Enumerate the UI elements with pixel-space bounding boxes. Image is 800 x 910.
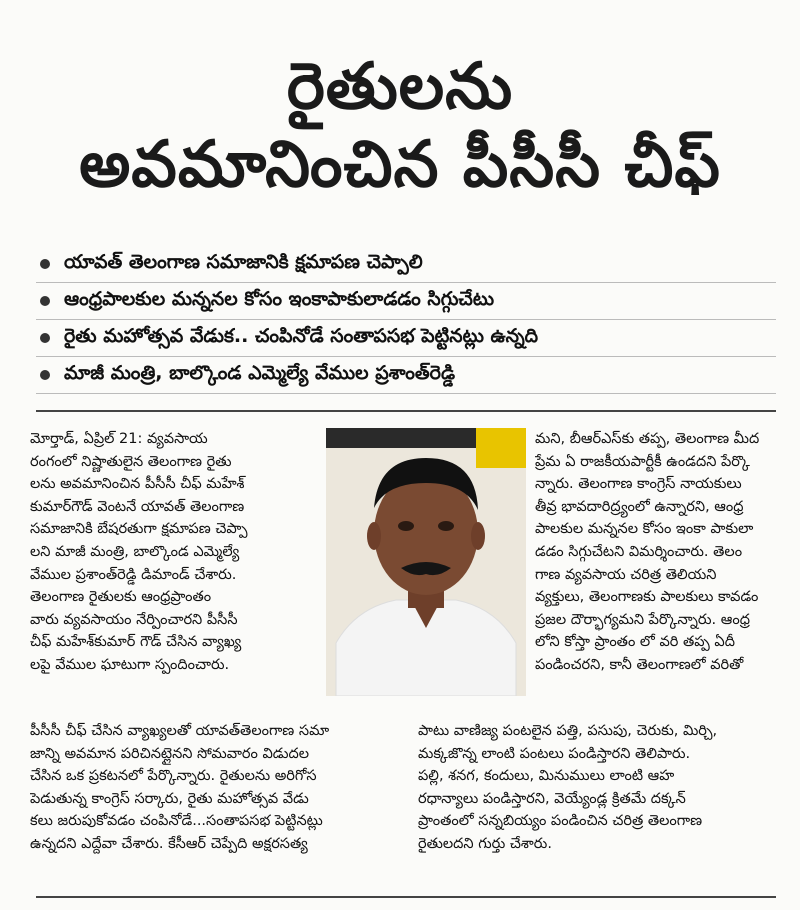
text-line: సమాజానికి బేషరతుగా క్షమాపణ చెప్పా — [30, 521, 248, 538]
text-line: ప్రాంతంలో సన్నబియ్యం పండించిన చరిత్ర తెలంగాణ — [418, 813, 703, 830]
text-line: ఉన్నదని ఎద్దేవా చేశారు. కేసీఆర్ చెప్పేది అక్షరసత్య — [30, 835, 308, 852]
article-body — [30, 428, 780, 888]
highlight-item: ఆంధ్రపాలకుల మన్ననల కోసం ఇంకాపాకులాడడం సిగ్గుచేటు — [36, 283, 776, 320]
text-line: పాలకుల మన్ననల కోసం ఇంకా పాకులా — [535, 521, 754, 538]
text-line: మని, బీఆర్ఎస్‌కు తప్ప, తెలంగాణ మీద — [535, 431, 760, 447]
headline-line-1: రైతులను — [286, 50, 514, 124]
article-column-left-top — [30, 428, 320, 677]
text-line: మక్కజొన్న లాంటి పంటలు పండిస్తారని తెలిపారు. — [418, 745, 691, 762]
portrait-photo — [326, 428, 526, 696]
text-line: చీఫ్ మహేశ్‌కుమార్ గౌడ్ చేసిన వ్యాఖ్య — [30, 634, 242, 651]
highlights-list — [36, 246, 776, 394]
text-line: వారు వ్యవసాయం నేర్పించారని పీసీసీ — [30, 611, 238, 628]
text-line: వేముల ప్రశాంత్‌రెడ్డి డిమాండ్ చేశారు. — [30, 566, 237, 583]
text-line: న్నారు. తెలంగాణ కాంగ్రెస్ నాయకులు — [535, 476, 742, 493]
text-line: పెడుతున్న కాంగ్రెస్ సర్కారు, రైతు మహోత్సవ వేడు — [30, 790, 309, 807]
text-line: తెలంగాణ రైతులకు ఆంధ్రప్రాంతం — [30, 589, 212, 606]
text-line: జాన్ని అవమాన పరిచినట్లైనని సోమవారం విడుదల — [30, 745, 310, 762]
text-line: మోర్తాడ్, ఏప్రిల్ 21: వ్యవసాయ — [30, 431, 208, 447]
portrait-illustration — [326, 428, 526, 696]
highlight-item: మాజీ మంత్రి, బాల్కొండ ఎమ్మెల్యే వేముల ప్రశాంత్‌రెడ్డి — [36, 357, 776, 394]
text-line: డడం సిగ్గుచేటని విమర్శించారు. తెలం — [535, 543, 743, 560]
text-line: రంగంలో నిష్ణాతులైన తెలంగాణ రైతు — [30, 453, 232, 470]
bullet-icon — [40, 333, 50, 343]
text-line: తీవ్ర భావదారిద్ర్యంలో ఉన్నారని, ఆంధ్ర — [535, 498, 744, 515]
text-line: కుమార్‌గౌడ్ వెంటనే యావత్ తెలంగాణ — [30, 498, 245, 515]
highlight-item: యావత్ తెలంగాణ సమాజానికి క్షమాపణ చెప్పాలి — [36, 246, 776, 283]
headline-line-2: అవమానించిన పీసీసీ చీఫ్ — [79, 128, 721, 202]
text-line: రైతులదని గుర్తు చేశారు. — [418, 835, 552, 852]
highlight-item: రైతు మహోత్సవ వేడుక.. చంపినోడే సంతాపసభ పెట్టినట్లు ఉన్నది — [36, 320, 776, 357]
text-line: లోని కోస్తా ప్రాంతం లో వరి తప్ప ఏదీ — [535, 634, 735, 651]
bullet-icon — [40, 296, 50, 306]
headline — [0, 48, 800, 204]
text-line: పీసీసీ చీఫ్ చేసిన వ్యాఖ్యలతో యావత్‌తెలంగాణ సమా — [30, 723, 330, 739]
article-column-right-bottom — [418, 720, 780, 856]
text-line: రధాన్యాలు పండిస్తారని, వెయ్యేండ్ల క్రితమే దక్కన్ — [418, 790, 686, 807]
text-line: ప్రజల దౌర్భాగ్యమని పేర్కొన్నారు. ఆంధ్ర — [535, 611, 750, 628]
bullet-icon — [40, 259, 50, 269]
text-line: కలు జరుపుకోవడం చంపినోడే...సంతాపసభ పెట్టినట్లు — [30, 813, 323, 830]
divider — [36, 410, 776, 412]
text-line: పాటు వాణిజ్య పంటలైన పత్తి, పసుపు, చెరుకు, మిర్చి, — [418, 723, 718, 739]
text-line: లను అవమానించిన పీసీసీ చీఫ్ మహేశ్ — [30, 476, 245, 493]
text-line: లని మాజీ మంత్రి, బాల్కొండ ఎమ్మెల్యే — [30, 543, 240, 560]
text-line: పల్లి, శనగ, కందులు, మినుములు లాంటి ఆహ — [418, 768, 675, 785]
article-column-right-top — [535, 428, 780, 677]
bullet-icon — [40, 370, 50, 380]
text-line: చేసిన ఒక ప్రకటనలో పేర్కొన్నారు. రైతులను అరిగోస — [30, 768, 317, 785]
text-line: పండించరని, కానీ తెలంగాణలో వరితో — [535, 656, 744, 673]
divider — [36, 896, 776, 898]
text-line: గాణ వ్యవసాయ చరిత్ర తెలియని — [535, 566, 717, 583]
text-line: వ్యక్తులు, తెలంగాణకు పాలకులు కావడం — [535, 589, 759, 606]
article-column-left-bottom — [30, 720, 402, 856]
text-line: లపై వేముల ఘాటుగా స్పందించారు. — [30, 656, 230, 673]
text-line: ప్రేమ ఏ రాజకీయపార్టీకీ ఉండదని పేర్కొ — [535, 453, 750, 470]
